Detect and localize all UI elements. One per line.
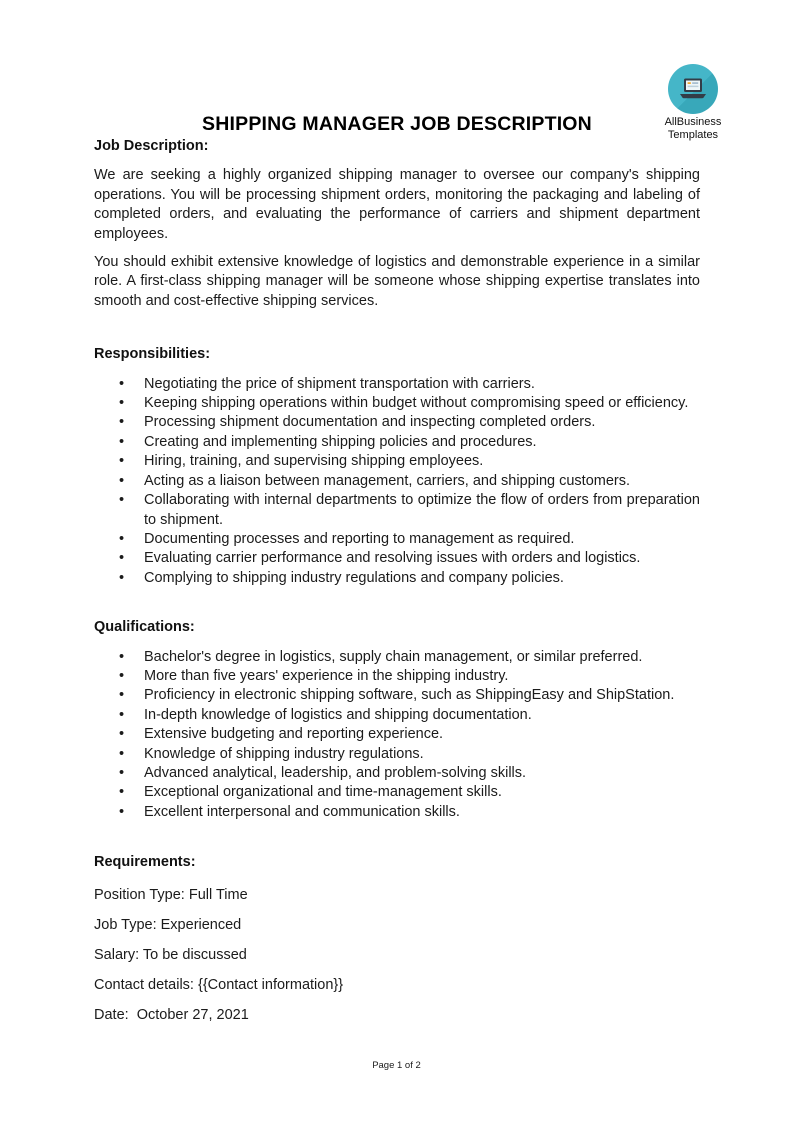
responsibilities-list xyxy=(94,375,700,588)
list-item: • Processing shipment documentation and inspecting completed orders. xyxy=(94,413,700,432)
list-item: • Documenting processes and reporting to management as required. xyxy=(94,530,700,549)
list-item: • Creating and implementing shipping policies and procedures. xyxy=(94,433,700,452)
job-description-heading: Job Description: xyxy=(94,138,209,154)
requirements-heading: Requirements: xyxy=(94,854,196,871)
job-description-paragraph: We are seeking a highly organized shipping manager to oversee our company's shipping operations. You will be processing shipment orders, monitoring the packaging and labeling of completed orders, and evaluating the performance of carriers and shipment department employees. xyxy=(94,167,700,242)
page-number: Page 1 of 2 xyxy=(372,1060,421,1071)
list-item: • Bachelor's degree in logistics, supply chain management, or similar preferred. xyxy=(94,648,700,667)
list-item: • Advanced analytical, leadership, and problem-solving skills. xyxy=(94,764,700,783)
list-item: • Negotiating the price of shipment transportation with carriers. xyxy=(94,375,700,394)
list-item: • More than five years' experience in the shipping industry. xyxy=(94,667,700,686)
document-content xyxy=(0,111,793,1025)
laptop-icon xyxy=(678,77,708,101)
allbusiness-logo xyxy=(647,64,739,141)
list-item: • Complying to shipping industry regulations and company policies. xyxy=(94,569,700,588)
responsibilities-heading: Responsibilities: xyxy=(94,346,211,363)
qualifications-list xyxy=(94,648,700,823)
list-item: • Evaluating carrier performance and resolving issues with orders and logistics. xyxy=(94,549,700,568)
list-item: • Hiring, training, and supervising shipping employees. xyxy=(94,452,700,471)
list-item: • Knowledge of shipping industry regulations. xyxy=(94,745,700,764)
list-item: • Exceptional organizational and time-management skills. xyxy=(94,783,700,802)
document-title: SHIPPING MANAGER JOB DESCRIPTION xyxy=(202,113,592,135)
requirement-contact-details: Contact details: {{Contact information}} xyxy=(94,976,344,993)
list-item: • Excellent interpersonal and communication skills. xyxy=(94,803,700,822)
list-item: • In-depth knowledge of logistics and shipping documentation. xyxy=(94,706,700,725)
job-description-paragraph: You should exhibit extensive knowledge of logistics and demonstrable experience in a similar role. A first-class shipping manager will be someone whose shipping expertise translates into smooth and cost-effective shipping services. xyxy=(94,254,700,309)
list-item: • Acting as a liaison between management, carriers, and shipping customers. xyxy=(94,472,700,491)
requirement-job-type: Job Type: Experienced xyxy=(94,916,242,933)
requirement-date: Date: October 27, 2021 xyxy=(94,1006,249,1023)
logo-text xyxy=(647,116,739,141)
logo-text-line2: Templates xyxy=(667,128,719,141)
requirement-position-type: Position Type: Full Time xyxy=(94,886,248,903)
list-item: • Collaborating with internal departments to optimize the flow of orders from preparation to shipment. xyxy=(94,491,700,530)
list-item: • Proficiency in electronic shipping software, such as ShippingEasy and ShipStation. xyxy=(94,686,700,705)
list-item: • Keeping shipping operations within budget without compromising speed or efficiency. xyxy=(94,394,700,413)
logo-text-line1: AllBusiness xyxy=(664,116,722,128)
list-item: • Extensive budgeting and reporting experience. xyxy=(94,725,700,744)
qualifications-heading: Qualifications: xyxy=(94,619,195,636)
requirement-salary: Salary: To be discussed xyxy=(94,946,247,963)
logo-circle xyxy=(668,64,718,114)
